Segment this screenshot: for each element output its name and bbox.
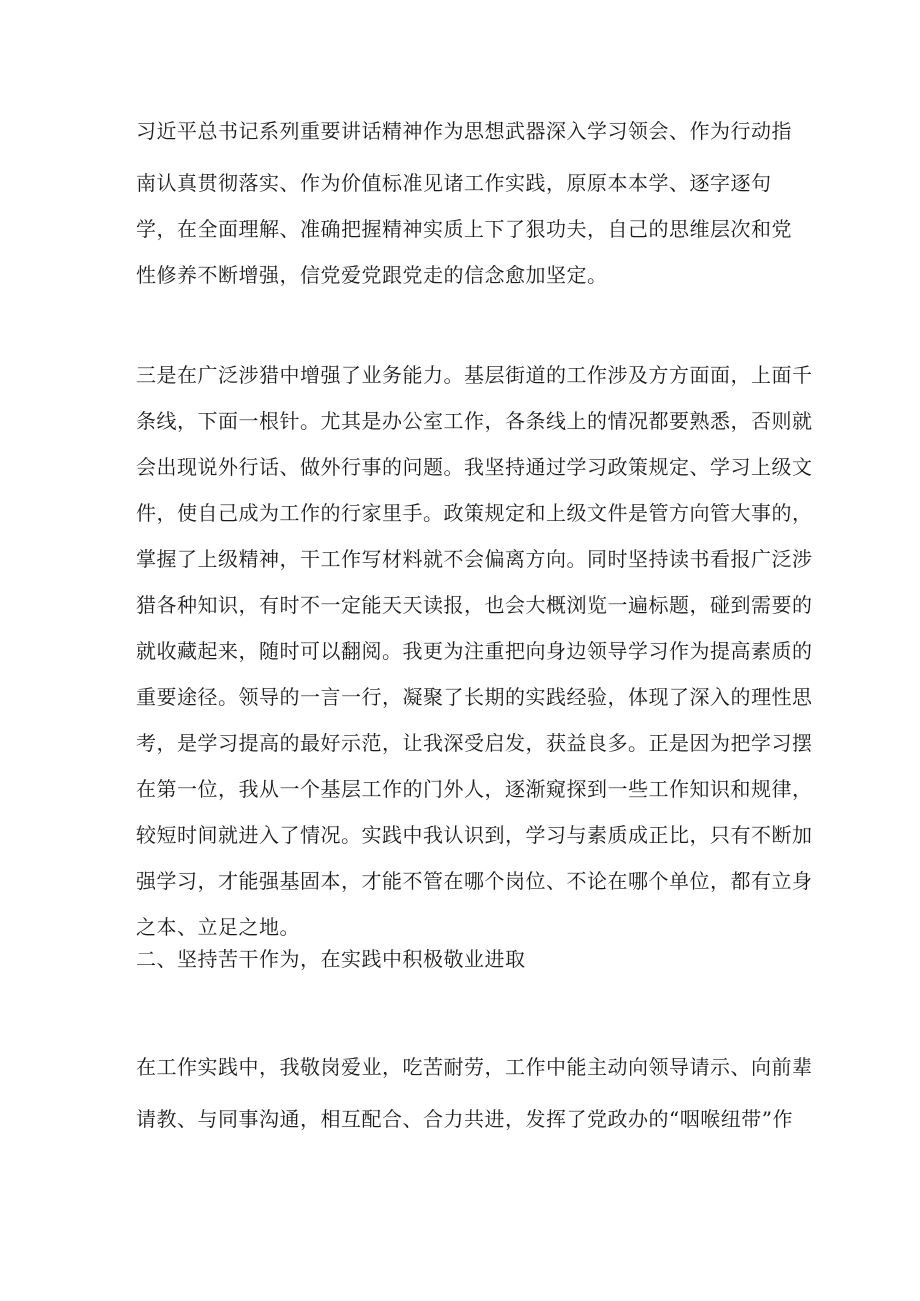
- section-heading: 二、坚持苦干作为，在实践中积极敬业进取: [136, 947, 526, 971]
- paragraph-line: 会出现说外行话、做外行事的问题。我坚持通过学习政策规定、学习上级文: [136, 455, 813, 479]
- paragraph-line: 在工作实践中，我敬岗爱业，吃苦耐劳，工作中能主动向领导请示、向前辈: [136, 1055, 813, 1079]
- paragraph-line: 件，使自己成为工作的行家里手。政策规定和上级文件是管方向管大事的，: [136, 501, 813, 525]
- paragraph-line: 请教、与同事沟通，相互配合、合力共进，发挥了党政办的“咽喉纽带”作: [136, 1107, 793, 1131]
- paragraph-line: 在第一位，我从一个基层工作的门外人，逐渐窥探到一些工作知识和规律，: [136, 777, 813, 801]
- paragraph-line: 性修养不断增强，信党爱党跟党走的信念愈加坚定。: [136, 263, 608, 287]
- paragraph-line: 习近平总书记系列重要讲话精神作为思想武器深入学习领会、作为行动指: [136, 119, 792, 143]
- paragraph-line: 就收藏起来，随时可以翻阅。我更为注重把向身边领导学习作为提高素质的: [136, 639, 813, 663]
- paragraph-line: 南认真贯彻落实、作为价值标准见诸工作实践，原原本本学、逐字逐句: [136, 171, 772, 195]
- paragraph-line: 条线，下面一根针。尤其是办公室工作，各条线上的情况都要熟悉，否则就: [136, 409, 813, 433]
- paragraph-line: 重要途径。领导的一言一行，凝聚了长期的实践经验，体现了深入的理性思: [136, 685, 813, 709]
- paragraph-line: 学，在全面理解、准确把握精神实质上下了狠功夫，自己的思维层次和党: [136, 217, 792, 241]
- paragraph-line: 考，是学习提高的最好示范，让我深受启发，获益良多。正是因为把学习摆: [136, 731, 813, 755]
- paragraph-line: 三是在广泛涉猎中增强了业务能力。基层街道的工作涉及方方面面，上面千: [136, 363, 813, 387]
- paragraph-line: 猎各种知识，有时不一定能天天读报，也会大概浏览一遍标题，碰到需要的: [136, 593, 813, 617]
- paragraph-line: 强学习，才能强基固本，才能不管在哪个岗位、不论在哪个单位，都有立身: [136, 869, 813, 893]
- paragraph-line: 之本、立足之地。: [136, 915, 300, 939]
- paragraph-line: 掌握了上级精神，干工作写材料就不会偏离方向。同时坚持读书看报广泛涉: [136, 547, 813, 571]
- paragraph-line: 较短时间就进入了情况。实践中我认识到，学习与素质成正比，只有不断加: [136, 823, 813, 847]
